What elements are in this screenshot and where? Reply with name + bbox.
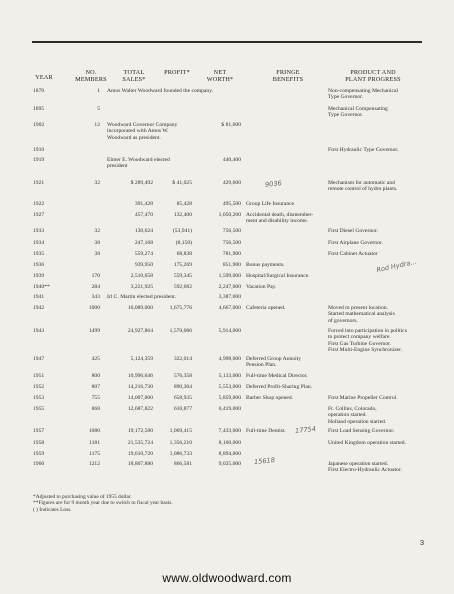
cell-note: Amos Walter Woodward founded the company. <box>107 88 214 94</box>
cell-sales: 18,807,880 <box>127 461 153 467</box>
cell-fringe: Full-time Medical Director. <box>246 373 308 379</box>
cell-net: 8,160,000 <box>218 440 241 446</box>
cell-profit: 68,838 <box>176 251 192 257</box>
cell-net: 440,400 <box>222 157 241 163</box>
cell-plant: United Kingdom operation started. <box>328 440 406 446</box>
cell-net: 1,050,200 <box>218 212 241 218</box>
cell-plant: Forced into participation in politics to protect company welfare. First Gas Turbine Governor. First Multi-Engine Synchronizer. <box>328 328 407 353</box>
handwritten-note: Rod Hydra... <box>375 257 418 275</box>
cell-members: 32 <box>94 228 100 234</box>
cell-year: 1919 <box>33 157 45 163</box>
footer-url: www.oldwoodward.com <box>162 571 292 585</box>
cell-profit: 1,069,415 <box>169 428 192 434</box>
cell-members: 12 <box>94 122 100 128</box>
header-year: YEAR <box>35 74 53 81</box>
cell-plant: First Marine Propeller Control. <box>328 395 398 401</box>
cell-net: 2,247,000 <box>218 284 241 290</box>
cell-sales: 391,428 <box>134 201 153 207</box>
cell-plant: Mechanism for automatic and remote control of hydro plants. <box>328 180 398 193</box>
cell-members: 1212 <box>88 461 100 467</box>
cell-members: 284 <box>91 284 100 290</box>
cell-plant: First Load Sensing Governor. <box>328 428 395 434</box>
cell-profit: 610,877 <box>173 406 192 412</box>
cell-members: 1080 <box>88 428 100 434</box>
cell-profit: $ 41,025 <box>172 180 192 186</box>
cell-members: 1175 <box>89 451 100 457</box>
cell-note: Woodward Governor Company incorporated with Amos W. Woodward as president. <box>107 122 178 141</box>
cell-year: 1910 <box>33 147 45 153</box>
cell-net: 9,025,000 <box>218 461 241 467</box>
header-net: NET WORTH* <box>206 69 234 83</box>
cell-note: Elmer E. Woodward elected president <box>107 157 170 170</box>
cell-fringe: Deferred Profit-Sharing Plan. <box>246 384 313 390</box>
cell-net: 851,900 <box>222 262 241 268</box>
handwritten-note: 9036 <box>264 179 283 189</box>
cell-profit: 1,356,210 <box>169 440 192 446</box>
cell-net: 781,900 <box>222 251 241 257</box>
header-members: NO. MEMBERS <box>75 69 107 83</box>
cell-fringe: Full-time Dentist. <box>246 428 286 434</box>
cell-net: 6,419,000 <box>218 406 241 412</box>
cell-fringe: Group Life Insurance <box>246 201 295 207</box>
cell-fringe: Cafeteria opened. <box>246 305 286 311</box>
cell-sales: 24,927,864 <box>127 328 153 334</box>
cell-year: 1957 <box>33 428 45 434</box>
cell-year: 1947 <box>33 356 45 362</box>
cell-year: 1952 <box>33 384 45 390</box>
cell-sales: 2,510,658 <box>130 273 153 279</box>
cell-profit: 658,935 <box>173 395 192 401</box>
cell-year: 1959 <box>33 451 45 457</box>
cell-members: 800 <box>91 373 100 379</box>
cell-fringe: Accidental death, dismember- ment and disability income. <box>246 212 314 225</box>
cell-sales: 14,216,730 <box>127 384 153 390</box>
cell-year: 1927 <box>33 212 45 218</box>
cell-members: 38 <box>94 240 100 246</box>
cell-sales: 19,610,720 <box>127 451 153 457</box>
cell-note: Irl C. Martin elected president. <box>107 294 176 300</box>
cell-profit: 85,428 <box>176 201 192 207</box>
cell-net: 5,914,000 <box>218 328 241 334</box>
cell-sales: 19,172,580 <box>127 428 153 434</box>
cell-year: 1870 <box>33 88 45 94</box>
cell-profit: 866,581 <box>173 461 192 467</box>
cell-net: 5,133,000 <box>218 373 241 379</box>
cell-year: 1922 <box>33 201 45 207</box>
cell-fringe: Hospital/Surgical Insurance. <box>246 273 310 279</box>
cell-sales: 247,168 <box>134 240 153 246</box>
cell-year: 1951 <box>33 373 45 379</box>
handwritten-note: 17754 <box>294 424 317 436</box>
cell-members: 807 <box>91 384 100 390</box>
page-number: 3 <box>419 538 424 547</box>
cell-profit: 592,682 <box>173 284 192 290</box>
cell-fringe: Deferred Group Annuity Pension Plan. <box>246 356 301 369</box>
cell-net: 7,433,000 <box>218 428 241 434</box>
header-plant: PRODUCT AND PLANT PROGRESS <box>345 69 401 83</box>
cell-sales: 3,221,925 <box>130 284 153 290</box>
cell-plant: First Hydraulic Type Governor. <box>328 147 399 153</box>
cell-net: $ 81,600 <box>221 122 241 128</box>
cell-fringe: Vacation Pay. <box>246 284 277 290</box>
cell-year: 1895 <box>33 106 45 112</box>
cell-net: 1,599,000 <box>218 273 241 279</box>
cell-plant: First Cabinet Actuator <box>328 251 378 257</box>
cell-members: 38 <box>94 251 100 257</box>
cell-members: 1499 <box>88 328 100 334</box>
cell-year: 1960 <box>33 461 45 467</box>
cell-profit: 890,304 <box>173 384 192 390</box>
cell-profit: 559,345 <box>173 273 192 279</box>
cell-members: 343 <box>91 294 100 300</box>
cell-year: 1934 <box>33 240 45 246</box>
cell-year: 1941 <box>33 294 45 300</box>
cell-members: 32 <box>94 180 100 186</box>
cell-members: 5 <box>97 106 100 112</box>
cell-sales: 130,624 <box>134 228 153 234</box>
cell-year: 1943 <box>33 328 45 334</box>
cell-net: 8,894,000 <box>218 451 241 457</box>
footnote: **Figures are for 9 month year due to switch to fiscal year basis. <box>33 500 173 507</box>
cell-profit: 132,400 <box>173 212 192 218</box>
header-sales: TOTAL SALES* <box>122 69 146 83</box>
header-fringe: FRINGE BENEFITS <box>272 69 304 83</box>
header-profit: PROFIT* <box>164 69 190 76</box>
cell-sales: 10,996,646 <box>127 373 153 379</box>
footnotes <box>33 494 173 513</box>
cell-members: 170 <box>91 273 100 279</box>
cell-plant: First Diesel Governor. <box>328 228 378 234</box>
handwritten-note: 15618 <box>253 455 276 467</box>
cell-year: 1939 <box>33 273 45 279</box>
cell-year: 1955 <box>33 406 45 412</box>
cell-profit: 576,358 <box>173 373 192 379</box>
cell-sales: 559,274 <box>134 251 153 257</box>
cell-plant: Non-compensating Mechanical Type Governor. <box>328 88 399 101</box>
cell-plant: Mechanical Compensating Type Governor. <box>328 106 388 119</box>
cell-year: 1958 <box>33 440 45 446</box>
cell-net: 3,387,000 <box>218 294 241 300</box>
cell-sales: 5,124,359 <box>130 356 153 362</box>
cell-members: 868 <box>91 406 100 412</box>
cell-year: 1936 <box>33 262 45 268</box>
cell-members: 1 <box>97 88 100 94</box>
cell-members: 1000 <box>88 305 100 311</box>
cell-plant: Moved to present location. Started mathematical analysis of governors. <box>328 305 395 324</box>
cell-sales: $ 289,492 <box>130 180 153 186</box>
cell-year: 1902 <box>33 122 45 128</box>
cell-year: 1933 <box>33 228 45 234</box>
cell-year: 1921 <box>33 180 45 186</box>
cell-sales: 939,950 <box>134 262 153 268</box>
cell-members: 425 <box>91 356 100 362</box>
cell-fringe: Barber Shop opened. <box>246 395 294 401</box>
cell-profit: (8,150) <box>175 240 192 246</box>
footnote: *Adjusted to purchasing value of 1955 dollar. <box>33 494 132 500</box>
cell-year: 1953 <box>33 395 45 401</box>
cell-year: 1940** <box>33 284 50 290</box>
footnote: ( ) Indicates Loss. <box>33 506 72 513</box>
cell-net: 756,500 <box>222 240 241 246</box>
cell-fringe: Bonus payments. <box>246 262 285 268</box>
cell-net: 5,553,000 <box>218 384 241 390</box>
cell-plant: First Airplane Governor. <box>328 240 383 246</box>
cell-net: 5,859,000 <box>218 395 241 401</box>
cell-net: 756,500 <box>222 228 241 234</box>
cell-net: 495,500 <box>222 201 241 207</box>
cell-sales: 21,535,724 <box>127 440 153 446</box>
cell-profit: 175,269 <box>173 262 192 268</box>
cell-members: 755 <box>91 395 100 401</box>
cell-profit: 322,014 <box>173 356 192 362</box>
cell-year: 1935 <box>33 251 45 257</box>
cell-sales: 14,007,000 <box>127 395 153 401</box>
cell-profit: 1,086,733 <box>169 451 192 457</box>
cell-net: 429,600 <box>222 180 241 186</box>
cell-plant: Japanese operation started. First Electro-Hydraulic Actuator. <box>328 461 402 474</box>
cell-net: 4,998,000 <box>218 356 241 362</box>
cell-members: 1181 <box>89 440 100 446</box>
cell-profit: 1,675,776 <box>169 305 192 311</box>
cell-sales: 12,687,822 <box>127 406 153 412</box>
cell-year: 1942 <box>33 305 45 311</box>
cell-net: 4,667,000 <box>218 305 241 311</box>
cell-plant: Ft. Collins, Colorado, operation started. Holland operation started. <box>328 406 387 425</box>
cell-profit: 1,570,086 <box>169 328 192 334</box>
cell-sales: 16,089,000 <box>127 305 153 311</box>
cell-profit: (53,941) <box>172 228 192 234</box>
cell-sales: 457,470 <box>134 212 153 218</box>
